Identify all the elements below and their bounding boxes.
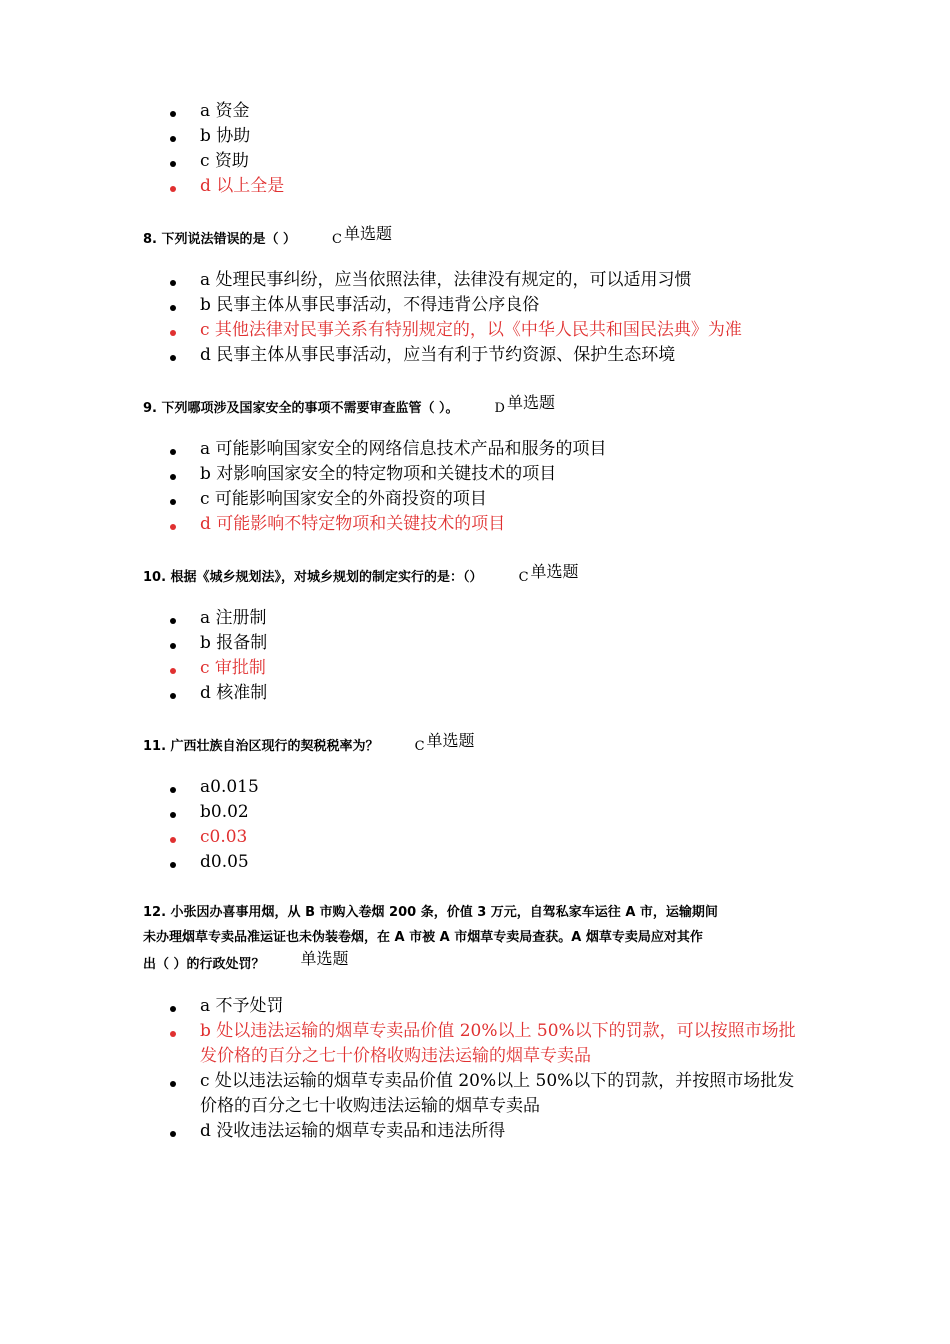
- q9-type: 单选题: [506, 393, 555, 412]
- q8-question: [143, 225, 823, 252]
- q12-options: [0, 994, 950, 1144]
- q12-question-line-1: 12. 小张因办喜事用烟，从 B 市购入卷烟 200 条，价值 3 万元，自驾私家车运往 A 市，运输期间: [143, 905, 718, 920]
- q11-option-b: b0.02: [0, 800, 810, 825]
- q11-question-text: 11. 广西壮族自治区现行的契税税率为？: [143, 739, 379, 754]
- bullet-icon: [170, 499, 176, 505]
- q9-question-text: 9. 下列哪项涉及国家安全的事项不需要审查监管（ ）。: [143, 401, 459, 416]
- q9-option-b: b 对影响国家安全的特定物项和关键技术的项目: [0, 462, 810, 487]
- q11-option-a: a0.015: [0, 775, 810, 800]
- bullet-icon: [170, 693, 176, 699]
- q7-options: [0, 99, 950, 199]
- q8-option-d: d 民事主体从事民事活动，应当有利于节约资源、保护生态环境: [0, 343, 810, 368]
- bullet-icon: [170, 1081, 176, 1087]
- bullet-icon: [170, 837, 176, 843]
- q11-answer: C: [414, 739, 425, 754]
- q8-option-c: c 其他法律对民事关系有特别规定的，以《中华人民共和国民法典》为准: [0, 318, 810, 343]
- bullet-icon: [170, 1131, 176, 1137]
- bullet-icon: [170, 618, 176, 624]
- bullet-icon: [170, 862, 176, 868]
- q10-answer: C: [518, 570, 529, 585]
- q11-type: 单选题: [426, 731, 475, 750]
- q7-option-b: b 协助: [0, 124, 810, 149]
- bullet-icon: [170, 355, 176, 361]
- q12-option-d: d 没收违法运输的烟草专卖品和违法所得: [0, 1119, 810, 1144]
- q10-question-text: 10. 根据《城乡规划法》，对城乡规划的制定实行的是：（）: [143, 570, 483, 585]
- q12-option-b: b 处以违法运输的烟草专卖品价值 20%以上 50%以下的罚款，可以按照市场批发价格的百分之七十价格收购违法运输的烟草专卖品: [0, 1019, 810, 1069]
- q8-question-text: 8. 下列说法错误的是（ ）: [143, 232, 297, 247]
- bullet-icon: [170, 474, 176, 480]
- q12-question: [143, 900, 823, 977]
- q9-option-d: d 可能影响不特定物项和关键技术的项目: [0, 512, 810, 537]
- q9-option-a: a 可能影响国家安全的网络信息技术产品和服务的项目: [0, 437, 810, 462]
- q11-options: [0, 775, 950, 875]
- bullet-icon: [170, 111, 176, 117]
- bullet-icon: [170, 1031, 176, 1037]
- q7-option-a: a 资金: [0, 99, 810, 124]
- q11-option-c: c0.03: [0, 825, 810, 850]
- q10-question: [143, 563, 823, 590]
- q11-question: [143, 732, 823, 759]
- bullet-icon: [170, 1006, 176, 1012]
- q8-option-a: a 处理民事纠纷，应当依照法律，法律没有规定的，可以适用习惯: [0, 268, 810, 293]
- q10-option-b: b 报备制: [0, 631, 810, 656]
- bullet-icon: [170, 161, 176, 167]
- q8-answer: C: [332, 232, 342, 247]
- q12-option-c: c 处以违法运输的烟草专卖品价值 20%以上 50%以下的罚款，并按照市场批发价格的百分之七十收购违法运输的烟草专卖品: [0, 1069, 810, 1119]
- q9-question: [143, 394, 823, 421]
- bullet-icon: [170, 668, 176, 674]
- q12-question-line-2: 未办理烟草专卖品准运证也未伪装卷烟，在 A 市被 A 市烟草专卖局查获。A 烟草专卖局应对其作: [143, 930, 703, 945]
- q11-option-d: d0.05: [0, 850, 810, 875]
- q9-option-c: c 可能影响国家安全的外商投资的项目: [0, 487, 810, 512]
- q12-option-a: a 不予处罚: [0, 994, 810, 1019]
- q8-option-b: b 民事主体从事民事活动，不得违背公序良俗: [0, 293, 810, 318]
- q7-option-d: d 以上全是: [0, 174, 810, 199]
- bullet-icon: [170, 136, 176, 142]
- q8-options: [0, 268, 950, 368]
- q9-options: [0, 437, 950, 537]
- bullet-icon: [170, 186, 176, 192]
- bullet-icon: [170, 280, 176, 286]
- q10-option-d: d 核准制: [0, 681, 810, 706]
- bullet-icon: [170, 524, 176, 530]
- bullet-icon: [170, 787, 176, 793]
- bullet-icon: [170, 449, 176, 455]
- q10-options: [0, 606, 950, 706]
- q10-option-a: a 注册制: [0, 606, 810, 631]
- q12-question-line-3: 出（ ）的行政处罚？: [143, 957, 265, 972]
- q9-answer: D: [494, 401, 505, 416]
- q10-option-c: c 审批制: [0, 656, 810, 681]
- q12-type: 单选题: [300, 949, 349, 968]
- bullet-icon: [170, 812, 176, 818]
- bullet-icon: [170, 643, 176, 649]
- q7-option-c: c 资助: [0, 149, 810, 174]
- bullet-icon: [170, 330, 176, 336]
- bullet-icon: [170, 305, 176, 311]
- q8-type: 单选题: [344, 224, 393, 243]
- q10-type: 单选题: [530, 562, 579, 581]
